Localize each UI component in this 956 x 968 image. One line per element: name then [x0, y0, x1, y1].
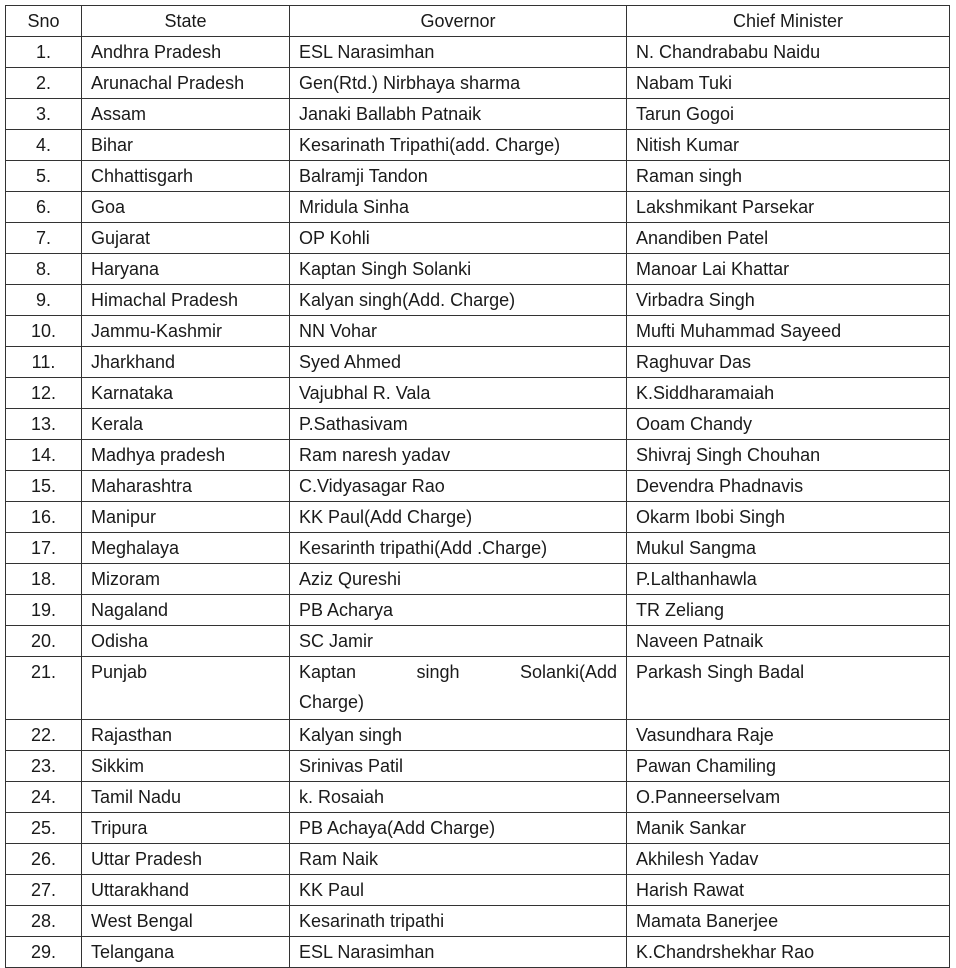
cell-governor: OP Kohli	[290, 223, 627, 254]
cell-state: Uttar Pradesh	[82, 844, 290, 875]
cell-chief-minister: Vasundhara Raje	[627, 720, 950, 751]
table-row	[6, 844, 950, 875]
cell-state: Jharkhand	[82, 347, 290, 378]
cell-chief-minister: Manoar Lai Khattar	[627, 254, 950, 285]
cell-governor: Kesarinath Tripathi(add. Charge)	[290, 130, 627, 161]
table-row	[6, 813, 950, 844]
table-row	[6, 595, 950, 626]
cell-sno: 17.	[6, 533, 82, 564]
table-row	[6, 347, 950, 378]
cell-sno: 21.	[6, 657, 82, 720]
cell-state: Madhya pradesh	[82, 440, 290, 471]
table-row	[6, 937, 950, 968]
cell-chief-minister: Harish Rawat	[627, 875, 950, 906]
cell-governor: Kesarinath tripathi	[290, 906, 627, 937]
cell-state: Assam	[82, 99, 290, 130]
cell-sno: 25.	[6, 813, 82, 844]
cell-chief-minister: K.Siddharamaiah	[627, 378, 950, 409]
table-row	[6, 285, 950, 316]
cell-sno: 11.	[6, 347, 82, 378]
cell-governor: ESL Narasimhan	[290, 37, 627, 68]
cell-sno: 15.	[6, 471, 82, 502]
cell-chief-minister: Pawan Chamiling	[627, 751, 950, 782]
cell-state: Chhattisgarh	[82, 161, 290, 192]
cell-state: Uttarakhand	[82, 875, 290, 906]
cell-state: West Bengal	[82, 906, 290, 937]
cell-chief-minister: Manik Sankar	[627, 813, 950, 844]
cell-state: Telangana	[82, 937, 290, 968]
cell-chief-minister: Okarm Ibobi Singh	[627, 502, 950, 533]
cell-state: Rajasthan	[82, 720, 290, 751]
table-row	[6, 223, 950, 254]
cell-chief-minister: Mufti Muhammad Sayeed	[627, 316, 950, 347]
cell-chief-minister: Akhilesh Yadav	[627, 844, 950, 875]
cell-governor: KK Paul(Add Charge)	[290, 502, 627, 533]
governor-line-1: Kaptan singh Solanki(Add	[299, 662, 617, 682]
header-state: State	[82, 6, 290, 37]
cell-governor: PB Achaya(Add Charge)	[290, 813, 627, 844]
cell-chief-minister: Tarun Gogoi	[627, 99, 950, 130]
cell-state: Goa	[82, 192, 290, 223]
cell-sno: 1.	[6, 37, 82, 68]
header-chief-minister: Chief Minister	[627, 6, 950, 37]
cell-chief-minister: K.Chandrshekhar Rao	[627, 937, 950, 968]
table-row	[6, 99, 950, 130]
cell-governor: Ram naresh yadav	[290, 440, 627, 471]
cell-sno: 4.	[6, 130, 82, 161]
cell-governor	[290, 657, 627, 720]
table-row	[6, 316, 950, 347]
cell-sno: 10.	[6, 316, 82, 347]
cell-chief-minister: TR Zeliang	[627, 595, 950, 626]
table-row	[6, 564, 950, 595]
table-row	[6, 875, 950, 906]
cell-chief-minister: Nabam Tuki	[627, 68, 950, 99]
cell-chief-minister: P.Lalthanhawla	[627, 564, 950, 595]
cell-state: Manipur	[82, 502, 290, 533]
cell-governor: NN Vohar	[290, 316, 627, 347]
table-row	[6, 533, 950, 564]
cell-chief-minister: Raghuvar Das	[627, 347, 950, 378]
table-row	[6, 192, 950, 223]
cell-chief-minister: Parkash Singh Badal	[627, 657, 950, 720]
cell-sno: 19.	[6, 595, 82, 626]
table-row	[6, 254, 950, 285]
governors-table	[5, 5, 950, 968]
table-row	[6, 440, 950, 471]
cell-governor: Ram Naik	[290, 844, 627, 875]
cell-state: Haryana	[82, 254, 290, 285]
cell-sno: 22.	[6, 720, 82, 751]
cell-chief-minister: Ooam Chandy	[627, 409, 950, 440]
cell-sno: 2.	[6, 68, 82, 99]
cell-chief-minister: Mukul Sangma	[627, 533, 950, 564]
cell-chief-minister: Mamata Banerjee	[627, 906, 950, 937]
cell-state: Punjab	[82, 657, 290, 720]
cell-sno: 6.	[6, 192, 82, 223]
cell-state: Jammu-Kashmir	[82, 316, 290, 347]
cell-sno: 28.	[6, 906, 82, 937]
table-row	[6, 68, 950, 99]
cell-state: Mizoram	[82, 564, 290, 595]
cell-state: Kerala	[82, 409, 290, 440]
cell-sno: 8.	[6, 254, 82, 285]
cell-governor: Srinivas Patil	[290, 751, 627, 782]
cell-chief-minister: O.Panneerselvam	[627, 782, 950, 813]
cell-sno: 9.	[6, 285, 82, 316]
table-row	[6, 782, 950, 813]
table-row	[6, 409, 950, 440]
cell-governor: Kalyan singh(Add. Charge)	[290, 285, 627, 316]
governor-line-2: Charge)	[299, 692, 365, 712]
table-row	[6, 378, 950, 409]
table-row	[6, 626, 950, 657]
cell-sno: 24.	[6, 782, 82, 813]
table-row	[6, 751, 950, 782]
cell-state: Sikkim	[82, 751, 290, 782]
cell-governor: Balramji Tandon	[290, 161, 627, 192]
cell-governor: Kaptan Singh Solanki	[290, 254, 627, 285]
cell-chief-minister: N. Chandrababu Naidu	[627, 37, 950, 68]
cell-sno: 16.	[6, 502, 82, 533]
cell-chief-minister: Virbadra Singh	[627, 285, 950, 316]
cell-state: Andhra Pradesh	[82, 37, 290, 68]
cell-governor: SC Jamir	[290, 626, 627, 657]
cell-sno: 20.	[6, 626, 82, 657]
cell-state: Odisha	[82, 626, 290, 657]
cell-governor: Gen(Rtd.) Nirbhaya sharma	[290, 68, 627, 99]
header-sno: Sno	[6, 6, 82, 37]
cell-sno: 14.	[6, 440, 82, 471]
cell-governor: k. Rosaiah	[290, 782, 627, 813]
cell-governor: Janaki Ballabh Patnaik	[290, 99, 627, 130]
cell-sno: 27.	[6, 875, 82, 906]
cell-sno: 12.	[6, 378, 82, 409]
cell-sno: 5.	[6, 161, 82, 192]
table-row	[6, 502, 950, 533]
cell-governor: Syed Ahmed	[290, 347, 627, 378]
cell-sno: 29.	[6, 937, 82, 968]
cell-governor: ESL Narasimhan	[290, 937, 627, 968]
cell-sno: 23.	[6, 751, 82, 782]
cell-chief-minister: Anandiben Patel	[627, 223, 950, 254]
cell-sno: 18.	[6, 564, 82, 595]
cell-state: Maharashtra	[82, 471, 290, 502]
cell-governor: KK Paul	[290, 875, 627, 906]
cell-governor: Vajubhal R. Vala	[290, 378, 627, 409]
cell-sno: 7.	[6, 223, 82, 254]
table-row	[6, 657, 950, 720]
cell-state: Tripura	[82, 813, 290, 844]
cell-state: Himachal Pradesh	[82, 285, 290, 316]
cell-governor: PB Acharya	[290, 595, 627, 626]
cell-chief-minister: Nitish Kumar	[627, 130, 950, 161]
table-body	[6, 37, 950, 968]
cell-state: Gujarat	[82, 223, 290, 254]
cell-state: Nagaland	[82, 595, 290, 626]
cell-chief-minister: Naveen Patnaik	[627, 626, 950, 657]
cell-sno: 26.	[6, 844, 82, 875]
cell-sno: 13.	[6, 409, 82, 440]
cell-state: Bihar	[82, 130, 290, 161]
table-row	[6, 37, 950, 68]
table-row	[6, 130, 950, 161]
cell-governor: Aziz Qureshi	[290, 564, 627, 595]
table-row	[6, 720, 950, 751]
cell-governor: Kesarinth tripathi(Add .Charge)	[290, 533, 627, 564]
cell-chief-minister: Shivraj Singh Chouhan	[627, 440, 950, 471]
table-row	[6, 161, 950, 192]
cell-state: Tamil Nadu	[82, 782, 290, 813]
cell-chief-minister: Lakshmikant Parsekar	[627, 192, 950, 223]
cell-sno: 3.	[6, 99, 82, 130]
cell-state: Karnataka	[82, 378, 290, 409]
cell-chief-minister: Raman singh	[627, 161, 950, 192]
header-row	[6, 6, 950, 37]
cell-governor: Mridula Sinha	[290, 192, 627, 223]
cell-chief-minister: Devendra Phadnavis	[627, 471, 950, 502]
cell-state: Arunachal Pradesh	[82, 68, 290, 99]
cell-state: Meghalaya	[82, 533, 290, 564]
cell-governor: Kalyan singh	[290, 720, 627, 751]
table-row	[6, 906, 950, 937]
table-row	[6, 471, 950, 502]
cell-governor: C.Vidyasagar Rao	[290, 471, 627, 502]
cell-governor: P.Sathasivam	[290, 409, 627, 440]
header-governor: Governor	[290, 6, 627, 37]
